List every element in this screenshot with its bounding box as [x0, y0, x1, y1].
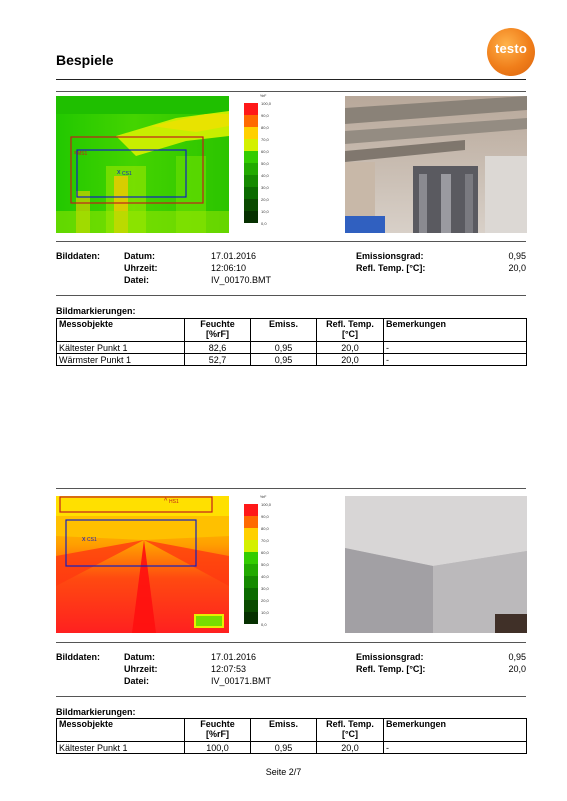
table-cell: 0,95: [251, 342, 317, 354]
scale-segment: [244, 504, 258, 516]
scale-segment: [244, 187, 258, 199]
datei-label: Datei:: [124, 676, 150, 686]
scale-segment: [244, 163, 258, 175]
scale-segment: [244, 211, 258, 223]
scale-tick: 30,0: [261, 586, 269, 591]
table-row: [57, 354, 527, 366]
bilddaten-label: Bilddaten:: [56, 652, 100, 662]
visual-photo-1: [345, 96, 527, 233]
svg-text:x: x: [117, 169, 121, 176]
col-header-refl-temp: Refl. Temp. [°C]: [317, 319, 384, 342]
table-row: [57, 342, 527, 354]
table-header-row: [57, 719, 527, 742]
markings-table-1: [56, 318, 527, 366]
table-cell: -: [384, 354, 527, 366]
datum-value: 17.01.2016: [211, 652, 257, 662]
scale-tick: 50,0: [261, 161, 269, 166]
uhrzeit-label: Uhrzeit:: [124, 664, 158, 674]
col-header-messobjekte: Messobjekte: [57, 719, 185, 742]
table-cell: 100,0: [185, 742, 251, 754]
marker-label: CS1: [87, 537, 97, 543]
refl-temp-value: 20,0: [508, 664, 526, 674]
bildmarkierungen-label: Bildmarkierungen:: [56, 707, 136, 717]
scale-tick: 60,0: [261, 550, 269, 555]
scale-tick: 50,0: [261, 562, 269, 567]
table-cell: 0,95: [251, 742, 317, 754]
table-cell: 20,0: [317, 354, 384, 366]
scale-tick: 80,0: [261, 125, 269, 130]
datei-label: Datei:: [124, 275, 150, 285]
marker-label: HS1: [169, 499, 179, 505]
scale-tick: 70,0: [261, 137, 269, 142]
col-header-refl-temp: Refl. Temp. [°C]: [317, 719, 384, 742]
uhrzeit-label: Uhrzeit:: [124, 263, 158, 273]
scale-segment: [244, 175, 258, 187]
scale-segment: [244, 199, 258, 211]
scale-segment: [244, 576, 258, 588]
thermal-image-1: [56, 96, 229, 233]
refl-temp-label: Refl. Temp. [°C]:: [356, 263, 426, 273]
scale-tick: 90,0: [261, 514, 269, 519]
scale-segment: [244, 528, 258, 540]
marker-label: MS1: [77, 151, 88, 157]
table-cell: 20,0: [317, 342, 384, 354]
table-cell: Wärmster Punkt 1: [57, 354, 185, 366]
scale-segment: [244, 552, 258, 564]
col-header-emiss: Emiss.: [251, 319, 317, 342]
bildmarkierungen-label: Bildmarkierungen:: [56, 306, 136, 316]
datei-value: IV_00170.BMT: [211, 275, 272, 285]
scale-tick: 10,0: [261, 610, 269, 615]
scale-tick: 20,0: [261, 598, 269, 603]
scale-tick: 0,0: [261, 622, 267, 627]
thermal-image-2: [56, 496, 229, 633]
scale-tick: 40,0: [261, 574, 269, 579]
scale-segment: [244, 564, 258, 576]
markings-table-2: [56, 718, 527, 754]
visual-photo-2: [345, 496, 527, 633]
scale-tick: 40,0: [261, 173, 269, 178]
datei-value: IV_00171.BMT: [211, 676, 272, 686]
table-cell: 0,95: [251, 354, 317, 366]
scale-tick: 0,0: [261, 221, 267, 226]
scale-tick: 70,0: [261, 538, 269, 543]
scale-segment: [244, 103, 258, 115]
scale-segment: [244, 139, 258, 151]
scale-segment: [244, 127, 258, 139]
logo-text: testo: [494, 41, 528, 56]
scale-tick: 20,0: [261, 197, 269, 202]
section-rule-2: [56, 488, 526, 489]
scale-tick: 90,0: [261, 113, 269, 118]
table-row: [57, 742, 527, 754]
col-header-messobjekte: Messobjekte: [57, 319, 185, 342]
refl-temp-value: 20,0: [508, 263, 526, 273]
table-cell: -: [384, 342, 527, 354]
col-header-emiss: Emiss.: [251, 719, 317, 742]
datum-value: 17.01.2016: [211, 251, 257, 261]
scale-tick: 100,0: [261, 101, 272, 106]
table-cell: 52,7: [185, 354, 251, 366]
scale-tick: 100,0: [261, 502, 272, 507]
table-cell: Kältester Punkt 1: [57, 742, 185, 754]
page-number: Seite 2/7: [265, 767, 302, 777]
scale-segment: [244, 115, 258, 127]
color-scale-2: [244, 495, 272, 627]
table-cell: 82,6: [185, 342, 251, 354]
col-header-feuchte: Feuchte [%rF]: [185, 319, 251, 342]
bilddaten-label: Bilddaten:: [56, 251, 100, 261]
scale-tick: 10,0: [261, 209, 269, 214]
marker-label: CS1: [122, 171, 132, 177]
data-rule-3: [56, 642, 526, 643]
testo-logo: [487, 28, 535, 76]
data-rule-4: [56, 696, 526, 697]
refl-temp-label: Refl. Temp. [°C]:: [356, 664, 426, 674]
svg-text:x: x: [74, 150, 77, 156]
scale-tick: 80,0: [261, 526, 269, 531]
table-cell: 20,0: [317, 742, 384, 754]
uhrzeit-value: 12:07:53: [211, 664, 247, 674]
table-cell: Kältester Punkt 1: [57, 342, 185, 354]
data-rule-2: [56, 295, 526, 296]
scale-segment: [244, 612, 258, 624]
scale-segment: [244, 588, 258, 600]
emissionsgrad-label: Emissionsgrad:: [356, 652, 424, 662]
data-rule-1: [56, 241, 526, 242]
svg-text:x: x: [82, 536, 86, 543]
scale-tick: 30,0: [261, 185, 269, 190]
scale-segment: [244, 540, 258, 552]
scale-unit: %rF: [260, 94, 267, 98]
emissionsgrad-label: Emissionsgrad:: [356, 251, 424, 261]
color-scale-1: [244, 94, 272, 226]
table-cell: -: [384, 742, 527, 754]
datum-label: Datum:: [124, 251, 155, 261]
uhrzeit-value: 12:06:10: [211, 263, 247, 273]
col-header-bemerkungen: Bemerkungen: [384, 319, 527, 342]
emissionsgrad-value: 0,95: [508, 652, 526, 662]
scale-segment: [244, 516, 258, 528]
svg-text:^: ^: [164, 498, 168, 505]
page-title: Bespiele: [56, 52, 114, 68]
table-header-row: [57, 319, 527, 342]
scale-unit: %rF: [260, 495, 267, 499]
col-header-feuchte: Feuchte [%rF]: [185, 719, 251, 742]
datum-label: Datum:: [124, 652, 155, 662]
scale-segment: [244, 151, 258, 163]
col-header-bemerkungen: Bemerkungen: [384, 719, 527, 742]
emissionsgrad-value: 0,95: [508, 251, 526, 261]
scale-tick: 60,0: [261, 149, 269, 154]
section-rule-1: [56, 91, 526, 92]
header-rule: [56, 79, 526, 80]
scale-segment: [244, 600, 258, 612]
